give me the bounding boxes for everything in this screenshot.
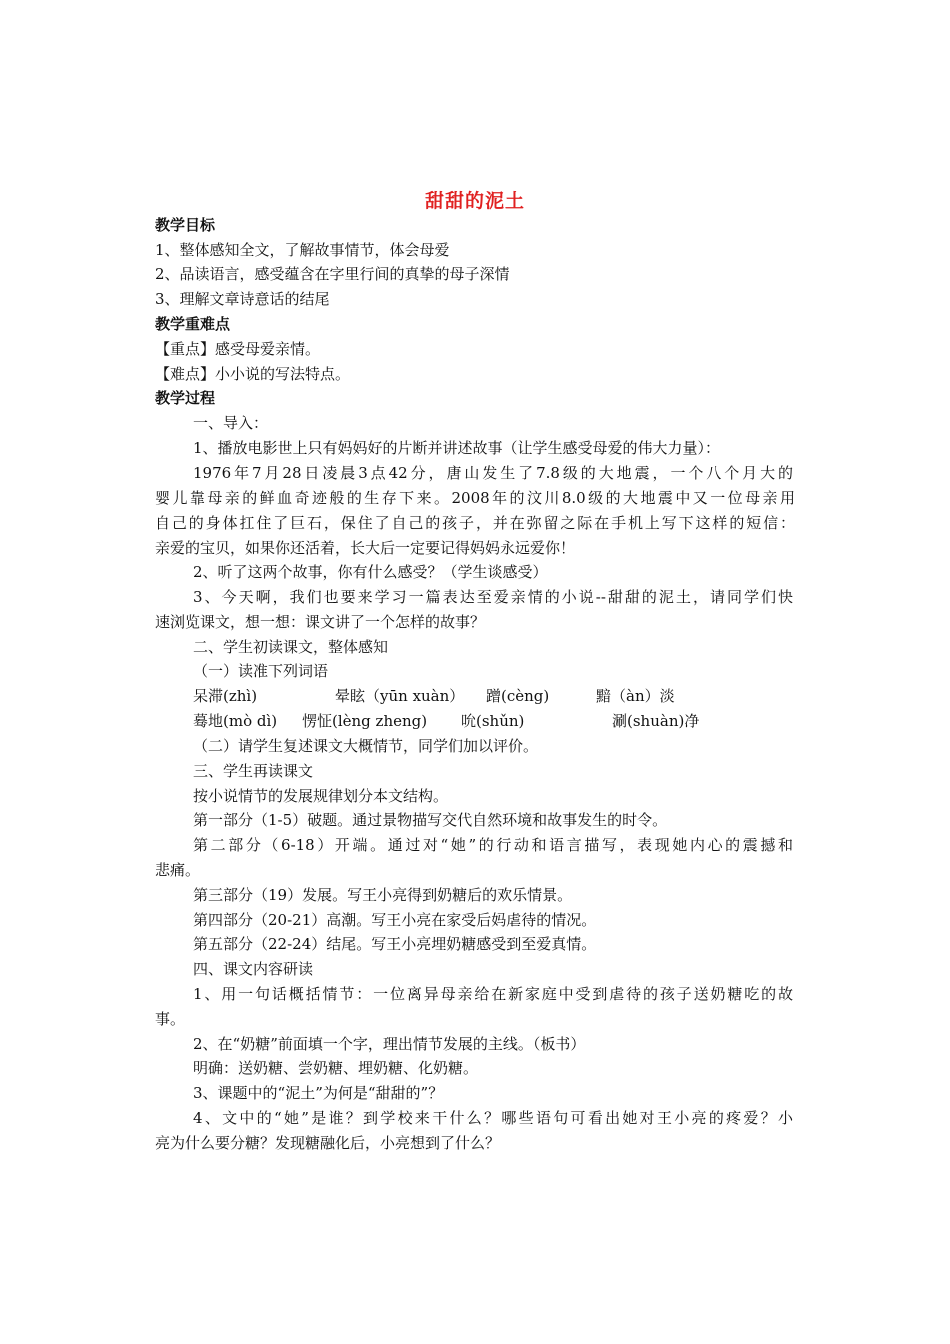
paragraph: 速浏览课文，想一想：课文讲了一个怎样的故事？: [155, 613, 486, 631]
paragraph: 第三部分（19）发展。写王小亮得到奶糖后的欢乐情景。: [193, 886, 573, 904]
document-title: 甜甜的泥土: [424, 190, 525, 212]
heading-goals: 教学目标: [155, 216, 216, 234]
paragraph: （一）读准下列词语: [193, 662, 329, 680]
paragraph: 婴儿靠母亲的鲜血奇迹般的生存下来。2008年的汶川8.0级的大地震中又一位母亲用: [155, 489, 795, 507]
difficulty-item: 【重点】感受母爱亲情。: [155, 340, 321, 358]
vocab-word: 黯（àn）淡: [596, 687, 675, 705]
paragraph: 明确：送奶糖、尝奶糖、埋奶糖、化奶糖。: [193, 1059, 479, 1077]
heading-difficulties: 教学重难点: [155, 315, 231, 333]
paragraph: 第二部分（6-18）开端。通过对“她”的行动和语言描写，表现她内心的震撼和: [193, 836, 793, 854]
vocab-word: 愣怔(lèng zheng): [302, 712, 428, 730]
goal-item: 1、整体感知全文，了解故事情节，体会母爱: [155, 241, 450, 259]
paragraph: 第一部分（1-5）破题。通过景物描写交代自然环境和故事发生的时令。: [193, 811, 668, 829]
paragraph: 4、文中的“她”是谁？到学校来干什么？哪些语句可看出她对王小亮的疼爱？小: [193, 1109, 793, 1127]
paragraph: 自己的身体扛住了巨石，保住了自己的孩子，并在弥留之际在手机上写下这样的短信：: [155, 514, 795, 532]
paragraph: 亲爱的宝贝，如果你还活着，长大后一定要记得妈妈永远爱你！: [155, 539, 576, 557]
paragraph: 第四部分（20-21）高潮。写王小亮在家受后妈虐待的情况。: [193, 911, 597, 929]
paragraph: 四、课文内容研读: [193, 960, 314, 978]
paragraph: 2、听了这两个故事，你有什么感受？（学生谈感受）: [193, 563, 548, 581]
vocab-word: 吮(shǔn): [461, 712, 525, 730]
goal-item: 2、品读语言，感受蕴含在字里行间的真挚的母子深情: [155, 265, 510, 283]
paragraph: 1、用一句话概括情节：一位离异母亲给在新家庭中受到虐待的孩子送奶糖吃的故: [193, 985, 793, 1003]
paragraph: 悲痛。: [155, 861, 201, 879]
vocab-word: 蹭(cèng): [486, 687, 550, 705]
paragraph: 第五部分（22-24）结尾。写王小亮埋奶糖感受到至爱真情。: [193, 935, 597, 953]
goal-item: 3、理解文章诗意话的结尾: [155, 290, 330, 308]
paragraph: 2、在“奶糖”前面填一个字，理出情节发展的主线。（板书）: [193, 1035, 586, 1053]
heading-process: 教学过程: [155, 389, 216, 407]
paragraph: 按小说情节的发展规律划分本文结构。: [193, 787, 449, 805]
paragraph: 1、播放电影世上只有妈妈好的片断并讲述故事（让学生感受母爱的伟大力量）：: [193, 439, 721, 457]
paragraph: 二、学生初读课文，整体感知: [193, 638, 389, 656]
difficulty-item: 【难点】小小说的写法特点。: [155, 365, 351, 383]
paragraph: 3、今天啊，我们也要来学习一篇表达至爱亲情的小说--甜甜的泥土，请同学们快: [193, 588, 793, 606]
vocab-word: 蓦地(mò dì): [193, 712, 278, 730]
paragraph: 亮为什么要分糖？发现糖融化后，小亮想到了什么？: [155, 1134, 501, 1152]
vocab-word: 涮(shuàn)净: [612, 712, 700, 730]
paragraph: 3、课题中的“泥土”为何是“甜甜的”？: [193, 1084, 444, 1102]
paragraph: 1976年7月28日凌晨3点42分，唐山发生了7.8级的大地震，一个八个月大的: [193, 464, 793, 482]
vocab-word: 晕眩（yūn xuàn）: [335, 687, 465, 705]
vocab-word: 呆滞(zhì): [193, 687, 258, 705]
paragraph: 一、导入：: [193, 414, 269, 432]
paragraph: 三、学生再读课文: [193, 762, 314, 780]
paragraph: 事。: [155, 1010, 186, 1028]
paragraph: （二）请学生复述课文大概情节，同学们加以评价。: [193, 737, 539, 755]
